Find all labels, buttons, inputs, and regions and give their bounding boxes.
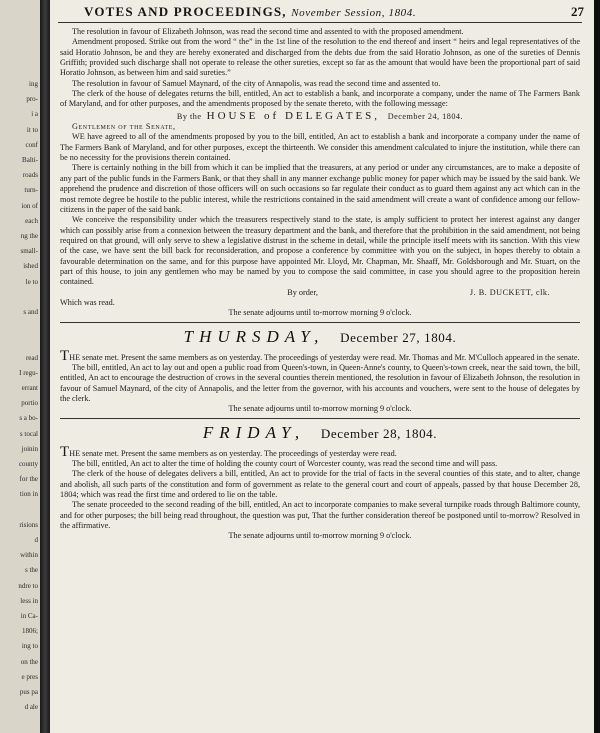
paragraph-amendment: Amendment proposed. Strike out from the word “ the” in the 1st line of the resolution to the end thereof and insert “ heirs and legal representatives of the said Horatio Johnson, be and they are hereby exonerated and discharged from the debts due from the said Horatio Johnson, as one of the sureties of Dennis Griffith; provided such discharge shall not operate to release the other sureties, except so far as the amount that would have been the proportional part of said Horatio Johnson, as between him and said sureties.” <box>60 37 580 78</box>
friday-paragraph: The clerk of the house of delegates delivers a bill, entitled, An act to provide for the trial of facts in the several counties of this state, and to alter, change and abolish, all such parts of the constitution and form of government as relate to the general court and court of appeals, passed by that house December 28, 1804; which was read the first time and ordered to lie on the table. <box>60 469 580 500</box>
friday-opening: THE senate met. Present the same members as on yesterday. The proceedings of yesterday were read. <box>60 443 397 460</box>
facing-page-text-fragment: pro- <box>26 95 38 104</box>
which-was-read: Which was read. <box>60 297 115 307</box>
facing-page-text-fragment: ng the <box>20 232 38 240</box>
adjournment-notice: The senate adjourns until to-morrow morning 9 o'clock. <box>228 404 412 414</box>
section-rule <box>60 418 580 419</box>
facing-page-text-fragment: ing to <box>21 642 38 651</box>
facing-page-text-fragment: tion in <box>19 490 38 499</box>
running-header <box>50 4 594 20</box>
header-title: VOTES AND PROCEEDINGS, November Session, 1804. <box>84 4 417 19</box>
message-paragraph: There is certainly nothing in the bill from which it can be implied that the treasurers, at any period or under any circumstances, are to make a deposite of any part of the public funds in the Farmers Bank, or that they shall in any manner exchange public money for paper which may be issued by the said bank. We apprehend the prudence and discretion of those officers will on such occasions so far regulate their conduct as to guard them against any act which can in the most remote degree be hostile to the public interest, while the restrictions contained in the said amendment will create a want of confidence among our fellow-citizens in the paper of the said bank. <box>60 163 580 214</box>
facing-page-text-fragment: s and <box>23 308 38 316</box>
friday-heading: FRIDAY, December 28, 1804. <box>202 422 438 442</box>
section-rule <box>60 322 580 323</box>
thursday-heading: THURSDAY, December 27, 1804. <box>183 326 457 346</box>
facing-page-text-fragment: 1806; <box>22 627 38 636</box>
facing-page-text-fragment: less in <box>20 596 38 605</box>
facing-page-text-fragment: ished <box>23 262 38 271</box>
facing-page-text-fragment: within <box>20 551 38 560</box>
facing-page-text-fragment: s a bo- <box>19 414 38 423</box>
facing-page-text-fragment: s tocal <box>19 429 38 438</box>
facing-page-text-fragment: d <box>34 536 38 544</box>
document-page <box>50 0 594 733</box>
facing-page-text-fragment: Balti- <box>22 156 38 164</box>
facing-page-text-fragment: ndre to <box>18 581 38 590</box>
facing-page-text-fragment: i a <box>31 110 38 119</box>
facing-page-text-fragment: s the <box>24 566 38 575</box>
message-signature: By order, J. B. DUCKETT, clk. <box>287 287 550 297</box>
facing-page-text-fragment: on the <box>20 657 38 666</box>
facing-page-text-fragment: le to <box>25 277 38 286</box>
message-paragraph: We conceive the responsibility under which the treasurers respectively stand to the state, is amply sufficient to protect her interest against any danger which can possibly arise from a connexion between the treasury department and the bank, and therefore that the prohibition in the said amendment, not being required on that ground, will only serve to shew a legislative distrust in the scheme in detail, while the principle itself meets with its sanction. With this view of the case, we have sent the bill back for reconsideration, and propose a conference by committee with you on the subject, in hopes thereby to obtain a favourable determination on the same, and for this purpose have appointed Mr. Lloyd, Mr. Chapman, Mr. Shaaff, Mr. Goldsborough and Mr. Stuart, on the part of this house, to join any gentlemen who may be named by you to compose the said committee, in case you should agree to the proposition herein contained. <box>60 215 580 287</box>
friday-paragraph: The bill, entitled, An act to alter the time of holding the county court of Worcester county, was read the second time and will pass. <box>72 459 498 469</box>
paragraph-johnson-resolution: The resolution in favour of Elizabeth Johnson, was read the second time and assented to with the proposed amendment. <box>72 27 464 36</box>
message-heading: By the HOUSE of DELEGATES, December 24, 1804. <box>176 109 464 122</box>
facing-page-text-fragment: small- <box>20 247 38 256</box>
facing-page-text-fragment: joinin <box>21 444 38 453</box>
page-body <box>60 27 580 542</box>
facing-page-text-fragment: in Ca- <box>20 612 38 620</box>
message-salutation: Gentlemen of the Senate, <box>72 122 176 132</box>
facing-page-text-fragment: risions <box>19 520 38 529</box>
facing-page-text-fragment: e pres <box>21 672 38 681</box>
facing-page-fragment <box>0 0 40 733</box>
facing-page-text-fragment: read <box>25 353 38 362</box>
facing-page-text-fragment: ion of <box>21 201 38 210</box>
facing-page-text-fragment: I regu- <box>19 368 38 377</box>
facing-page-text-fragment: pus pa <box>19 688 38 696</box>
page-number: 27 <box>571 4 584 19</box>
paragraph-maynard-resolution: The resolution in favour of Samuel Maynard, of the city of Annapolis, was read the second time and assented to. <box>72 78 441 88</box>
thursday-opening: THE senate met. Present the same members as on yesterday. The proceedings of yesterday were read. Mr. Thomas and Mr. M'Culloch appeared in the senate. <box>60 347 580 364</box>
friday-paragraph: The senate proceeded to the second reading of the bill, entitled, An act to incorporate companies to make several turnpike roads through Baltimore county, and for other purposes; the bill being read throughout, the question was put, That the further consideration thereof be postponed until to-morrow? Resolved in the affirmative. <box>60 500 580 531</box>
adjournment-notice: The senate adjourns until to-morrow morning 9 o'clock. <box>228 308 412 318</box>
facing-page-text-fragment: roads <box>22 171 38 180</box>
header-rule <box>58 22 582 23</box>
facing-page-text-fragment: portio <box>21 399 38 408</box>
adjournment-notice: The senate adjourns until to-morrow morning 9 o'clock. <box>228 531 412 541</box>
message-paragraph: WE have agreed to all of the amendments proposed by you to the bill, entitled, An act to establish a bank and incorporate a company under the name of The Farmers Bank of Maryland, and for other purposes, except the thirteenth. We consider this amendment calculated to injure the institution, while there can be no necessity for the provisions therein contained. <box>60 132 580 163</box>
facing-page-text-fragment: turn- <box>24 186 38 195</box>
facing-page-text-fragment: conf <box>25 140 38 149</box>
book-gutter <box>40 0 50 733</box>
facing-page-text-fragment: each <box>25 216 38 225</box>
facing-page-text-fragment: county <box>18 460 38 468</box>
paragraph-bank-bill-returned: The clerk of the house of delegates returns the bill, entitled, An act to establish a bank, and incorporate a company, under the name of The Farmers Bank of Maryland, and for other purposes, and the amendments proposed by the senate thereto, with the following message: <box>60 89 580 109</box>
facing-page-text-fragment: errant <box>21 384 38 392</box>
facing-page-text-fragment: it to <box>26 125 38 134</box>
thursday-paragraph: The bill, entitled, An act to lay out and open a public road from Queen's-town, in Queen-Anne's county, to Queen's-town creek, near the said town, the bill, entitled, An act to encourage the destruction of crows in the several counties therein mentioned, the resolution in favour of Elizabeth Johnson, the resolution in favour of Samuel Maynard, of the city of Annapolis, and the letter from the governor, with his accounts and vouchers, were sent to the house of delegates by the clerk. <box>60 362 580 403</box>
facing-page-text-fragment: d ale <box>24 703 38 712</box>
facing-page-text-fragment: for the <box>19 475 38 484</box>
facing-page-text-fragment: ing <box>29 80 38 88</box>
